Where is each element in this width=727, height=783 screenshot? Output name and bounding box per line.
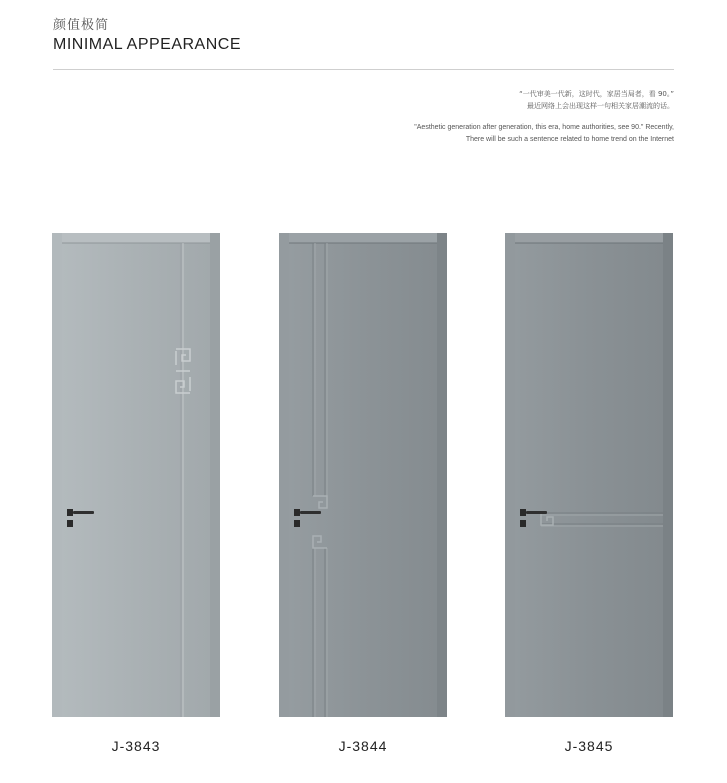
section-title-cn: 颜值极简 [53, 18, 110, 33]
door-model-label: J-3844 [338, 738, 388, 754]
quote-en-line-2: There will be such a sentence related to home trend on the Internet [465, 136, 674, 143]
quote-cn-line-2: 最近网络上会出现这样一句相关家居潮流的话。 [527, 102, 674, 110]
door-j3844 [279, 233, 447, 717]
door-model-label: J-3843 [111, 738, 161, 754]
door-model-label: J-3845 [564, 738, 614, 754]
door-j3845 [505, 233, 673, 717]
quote-cn-line-1: “一代审美一代新，这时代，家居当局者，看 90。” [519, 90, 674, 98]
section-title-en: MINIMAL APPEARANCE [53, 36, 242, 53]
door-j3843 [52, 233, 220, 717]
quote-en-line-1: "Aesthetic generation after generation, this era, home authorities, see 90." Recently, [414, 124, 674, 131]
